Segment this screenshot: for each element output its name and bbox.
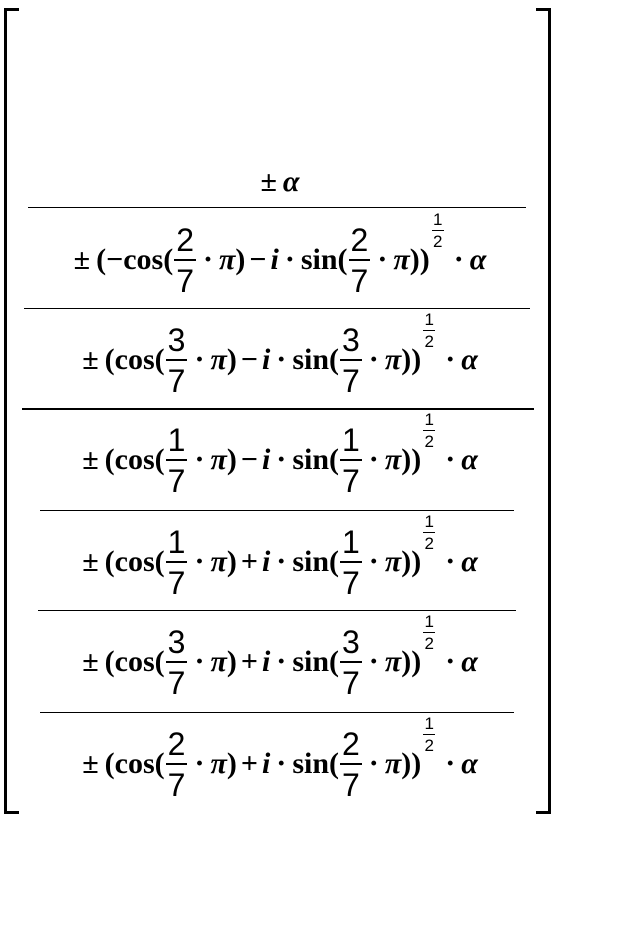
dot-operator: · [368, 343, 379, 376]
fraction-bar [423, 734, 435, 735]
alpha: α [461, 443, 478, 476]
operator: + [240, 747, 258, 780]
fraction-numerator: 1 [424, 309, 434, 329]
fraction-denominator: 2 [424, 533, 434, 553]
fraction-numerator: 3 [167, 321, 186, 358]
fraction [340, 623, 362, 701]
fraction [340, 321, 362, 399]
imaginary-unit: i [261, 343, 271, 376]
sin-label: sin( [292, 343, 339, 376]
cos-label: cos( [114, 545, 165, 578]
fraction-numerator: 3 [342, 321, 360, 358]
close-parens: )) [401, 443, 422, 476]
fraction [340, 725, 362, 803]
fraction-bar [423, 632, 435, 633]
close-paren: ) [226, 645, 237, 678]
fraction-bar [423, 430, 435, 431]
sin-label: sin( [292, 443, 339, 476]
dot-operator: · [377, 243, 388, 276]
fraction [349, 221, 371, 299]
fraction-denominator: 7 [342, 664, 360, 701]
open-paren: ( [104, 443, 115, 476]
pi: π [210, 343, 227, 376]
left-bracket [4, 8, 19, 814]
fraction [423, 613, 435, 652]
fraction-bar [166, 763, 188, 765]
cos-label: cos( [114, 747, 165, 780]
operator: − [249, 243, 267, 276]
close-parens: )) [401, 747, 422, 780]
fraction-denominator: 7 [350, 262, 369, 299]
dot-operator: · [194, 747, 205, 780]
fraction-denominator: 7 [176, 262, 194, 299]
open-paren: ( [104, 545, 115, 578]
fraction [423, 311, 435, 350]
close-paren: ) [235, 243, 246, 276]
plus-minus: ± [82, 747, 99, 780]
dot-operator: · [276, 747, 287, 780]
dot-operator: · [194, 443, 205, 476]
close-paren: ) [226, 343, 237, 376]
cos-label: cos( [114, 343, 165, 376]
fraction-numerator: 1 [424, 409, 434, 429]
fraction-denominator: 2 [424, 633, 434, 653]
dot-operator: · [276, 443, 287, 476]
pi: π [219, 243, 236, 276]
divider [40, 510, 514, 511]
operator: + [240, 645, 258, 678]
fraction-numerator: 1 [342, 523, 360, 560]
fraction-numerator: 1 [342, 421, 360, 458]
expression-row [20, 612, 540, 712]
open-paren: ( [104, 343, 115, 376]
cos-label: cos( [123, 243, 174, 276]
cos-label: cos( [114, 645, 165, 678]
fraction-bar [166, 661, 188, 663]
dot-operator: · [202, 243, 213, 276]
fraction-denominator: 2 [424, 431, 434, 451]
fraction-numerator: 2 [167, 725, 186, 762]
pi: π [384, 747, 402, 780]
dot-operator: · [445, 443, 456, 476]
fraction [432, 211, 444, 250]
fraction-bar [423, 532, 435, 533]
fraction-denominator: 7 [167, 766, 186, 803]
cos-sign: − [106, 243, 124, 276]
fraction-bar [340, 359, 362, 361]
fraction [423, 513, 435, 552]
fraction-numerator: 1 [167, 523, 186, 560]
fraction-bar [166, 359, 188, 361]
fraction-numerator: 1 [433, 209, 443, 229]
dot-operator: · [368, 645, 379, 678]
plus-minus: ± [73, 243, 91, 276]
dot-operator: · [368, 545, 379, 578]
close-parens: )) [401, 545, 422, 578]
fraction-numerator: 2 [350, 221, 369, 258]
close-paren: ) [226, 443, 237, 476]
close-paren: ) [226, 545, 237, 578]
fraction [423, 715, 435, 754]
fraction-bar [423, 330, 435, 331]
fraction-bar [340, 459, 362, 461]
dot-operator: · [284, 243, 295, 276]
fraction-denominator: 7 [167, 462, 186, 499]
fraction-bar [349, 259, 371, 261]
fraction-numerator: 1 [424, 611, 434, 631]
plus-minus: ± [82, 343, 99, 376]
dot-operator: · [194, 343, 205, 376]
divider [40, 712, 514, 713]
fraction-denominator: 7 [342, 766, 360, 803]
pi: π [384, 545, 402, 578]
dot-operator: · [445, 343, 456, 376]
fraction-bar [340, 661, 362, 663]
fraction-numerator: 1 [424, 713, 434, 733]
sin-label: sin( [292, 645, 339, 678]
fraction-denominator: 7 [167, 664, 186, 701]
dot-operator: · [276, 545, 287, 578]
close-parens: )) [409, 243, 430, 276]
dot-operator: · [368, 747, 379, 780]
fraction-numerator: 1 [424, 511, 434, 531]
fraction [174, 221, 196, 299]
dot-operator: · [194, 645, 205, 678]
sin-label: sin( [292, 747, 339, 780]
plus-minus: ± [82, 545, 99, 578]
pi: π [210, 443, 227, 476]
plus-minus: ± [260, 165, 277, 198]
fraction [166, 725, 188, 803]
fraction-bar [340, 561, 362, 563]
pi: π [393, 243, 410, 276]
fraction-bar [166, 459, 188, 461]
fraction-bar [432, 230, 444, 231]
fraction-denominator: 7 [167, 564, 186, 601]
expression-row [20, 210, 540, 310]
open-paren: ( [104, 645, 115, 678]
open-paren: ( [104, 747, 115, 780]
fraction-numerator: 3 [342, 623, 360, 660]
fraction-denominator: 2 [433, 231, 443, 251]
fraction-denominator: 2 [424, 735, 434, 755]
imaginary-unit: i [261, 747, 271, 780]
expression-row [20, 512, 540, 612]
fraction-numerator: 2 [176, 221, 194, 258]
pi: π [384, 645, 402, 678]
fraction [166, 623, 188, 701]
fraction-denominator: 7 [167, 362, 186, 399]
fraction-denominator: 7 [342, 462, 360, 499]
pi: π [210, 545, 227, 578]
sin-label: sin( [292, 545, 339, 578]
alpha: α [469, 243, 487, 276]
fraction-denominator: 7 [342, 362, 360, 399]
imaginary-unit: i [270, 243, 279, 276]
alpha: α [461, 747, 478, 780]
fraction [166, 421, 188, 499]
plus-minus: ± [82, 443, 99, 476]
imaginary-unit: i [261, 443, 271, 476]
pi: π [384, 343, 402, 376]
alpha: α [282, 165, 300, 198]
operator: + [240, 545, 258, 578]
fraction-numerator: 1 [167, 421, 186, 458]
dot-operator: · [445, 747, 456, 780]
close-parens: )) [401, 343, 422, 376]
operator: − [240, 443, 258, 476]
dot-operator: · [276, 343, 287, 376]
close-parens: )) [401, 645, 422, 678]
fraction [166, 523, 188, 601]
pi: π [384, 443, 402, 476]
alpha: α [461, 545, 478, 578]
pi: π [210, 747, 227, 780]
fraction-denominator: 2 [424, 331, 434, 351]
expression-row [20, 410, 540, 510]
dot-operator: · [276, 645, 287, 678]
plus-minus: ± [82, 645, 99, 678]
fraction-bar [340, 763, 362, 765]
pi: π [210, 645, 227, 678]
divider [28, 207, 526, 208]
cos-label: cos( [114, 443, 165, 476]
fraction [340, 523, 362, 601]
sin-label: sin( [300, 243, 348, 276]
expression-row [20, 714, 540, 814]
fraction-numerator: 2 [342, 725, 360, 762]
expression-row [20, 310, 540, 410]
operator: − [240, 343, 258, 376]
fraction [166, 321, 188, 399]
dot-operator: · [194, 545, 205, 578]
dot-operator: · [445, 545, 456, 578]
fraction [423, 411, 435, 450]
dot-operator: · [445, 645, 456, 678]
fraction-numerator: 3 [167, 623, 186, 660]
close-paren: ) [226, 747, 237, 780]
imaginary-unit: i [261, 545, 271, 578]
fraction-denominator: 7 [342, 564, 360, 601]
fraction-bar [166, 561, 188, 563]
open-paren: ( [96, 243, 107, 276]
fraction [340, 421, 362, 499]
imaginary-unit: i [261, 645, 271, 678]
dot-operator: · [453, 243, 464, 276]
fraction-bar [174, 259, 196, 261]
dot-operator: · [368, 443, 379, 476]
alpha: α [461, 343, 478, 376]
alpha: α [461, 645, 478, 678]
